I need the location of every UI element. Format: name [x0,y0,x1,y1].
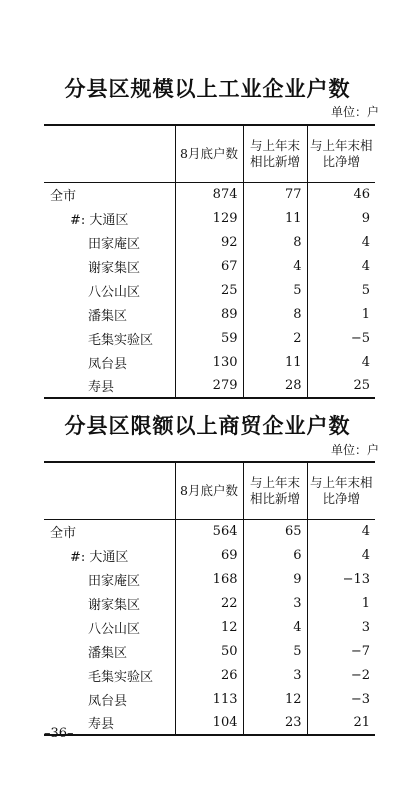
aug-count-cell: 89 [175,302,243,326]
net-increase-cell: 5 [307,278,375,302]
table-row [44,230,375,254]
region-name: 谢家集区 [88,260,141,276]
region-name-cell [44,278,175,302]
new-added-cell: 23 [243,711,307,735]
table-row [44,639,375,663]
new-added-cell: 3 [243,591,307,615]
table-row [44,182,375,206]
new-added-cell: 4 [243,615,307,639]
aug-count-cell: 67 [175,254,243,278]
table-row [44,326,375,350]
region-name: 潘集区 [88,308,128,324]
new-added-cell: 65 [243,519,307,543]
region-name-cell [44,615,175,639]
new-added-cell: 11 [243,206,307,230]
header-row [44,125,375,182]
new-added-cell: 5 [243,278,307,302]
net-increase-cell: 4 [307,543,375,567]
region-name: 田家庵区 [88,236,141,252]
table-1-title: 分县区规模以上工业企业户数 [64,77,351,101]
region-name: 田家庵区 [88,573,141,589]
aug-count-cell: 22 [175,591,243,615]
industrial-enterprise-table [44,124,375,399]
new-added-cell: 2 [243,326,307,350]
aug-count-cell: 104 [175,711,243,735]
region-name: #: 大通区 [70,212,129,228]
table-row [44,591,375,615]
new-added-cell: 5 [243,639,307,663]
region-name-cell [44,206,175,230]
table-row [44,711,375,735]
new-added-cell: 8 [243,302,307,326]
net-increase-cell: 1 [307,302,375,326]
table-2-title: 分县区限额以上商贸企业户数 [64,414,351,438]
table-row [44,278,375,302]
region-name-cell [44,350,175,374]
header-new-added: 与上年末相比新增 [243,125,307,182]
region-name: 凤台县 [88,356,128,372]
net-increase-cell: −3 [307,687,375,711]
region-name: 谢家集区 [88,597,141,613]
region-name: 全市 [50,525,77,541]
aug-count-cell: 50 [175,639,243,663]
table-row [44,663,375,687]
region-name-cell [44,543,175,567]
net-increase-cell: 1 [307,591,375,615]
table-1-unit: 单位：户 [330,105,379,119]
header-region [44,125,175,182]
table-body [44,182,375,398]
aug-count-cell: 92 [175,230,243,254]
region-name-cell [44,254,175,278]
header-net-increase: 与上年末相比净增 [307,125,375,182]
net-increase-cell: −5 [307,326,375,350]
aug-count-cell: 279 [175,374,243,398]
net-increase-cell: 3 [307,615,375,639]
region-name-cell [44,302,175,326]
region-name-cell [44,374,175,398]
header-region [44,462,175,519]
aug-count-cell: 874 [175,182,243,206]
aug-count-cell: 59 [175,326,243,350]
region-name: #: 大通区 [70,549,129,565]
region-name: 毛集实验区 [88,332,154,348]
table-row [44,302,375,326]
net-increase-cell: 21 [307,711,375,735]
net-increase-cell: 4 [307,230,375,254]
region-name: 八公山区 [88,621,141,637]
new-added-cell: 12 [243,687,307,711]
net-increase-cell: −7 [307,639,375,663]
header-aug-count: 8月底户数 [175,125,243,182]
region-name-cell [44,519,175,543]
region-name: 寿县 [88,717,115,732]
aug-count-cell: 69 [175,543,243,567]
table-row [44,519,375,543]
table-row [44,615,375,639]
net-increase-cell: 4 [307,254,375,278]
region-name-cell [44,687,175,711]
net-increase-cell: −13 [307,567,375,591]
region-name: 八公山区 [88,284,141,300]
aug-count-cell: 564 [175,519,243,543]
table-row [44,687,375,711]
new-added-cell: 11 [243,350,307,374]
net-increase-cell: 9 [307,206,375,230]
aug-count-cell: 129 [175,206,243,230]
net-increase-cell: 4 [307,350,375,374]
table-row [44,543,375,567]
aug-count-cell: 113 [175,687,243,711]
region-name-cell [44,567,175,591]
region-name-cell [44,639,175,663]
net-increase-cell: 4 [307,519,375,543]
region-name: 毛集实验区 [88,669,154,685]
table-row [44,567,375,591]
commerce-enterprise-table [44,461,375,736]
region-name: 凤台县 [88,693,128,709]
net-increase-cell: 46 [307,182,375,206]
region-name-cell [44,230,175,254]
region-name-cell [44,326,175,350]
header-aug-count: 8月底户数 [175,462,243,519]
header-row [44,462,375,519]
aug-count-cell: 12 [175,615,243,639]
table-row [44,350,375,374]
aug-count-cell: 168 [175,567,243,591]
net-increase-cell: 25 [307,374,375,398]
aug-count-cell: 26 [175,663,243,687]
region-name-cell [44,591,175,615]
table-row [44,254,375,278]
new-added-cell: 9 [243,567,307,591]
new-added-cell: 77 [243,182,307,206]
region-name: 寿县 [88,380,115,395]
new-added-cell: 4 [243,254,307,278]
region-name-cell [44,663,175,687]
aug-count-cell: 130 [175,350,243,374]
new-added-cell: 6 [243,543,307,567]
table-row [44,206,375,230]
table-2-unit: 单位：户 [330,443,379,457]
net-increase-cell: −2 [307,663,375,687]
region-name-cell [44,182,175,206]
new-added-cell: 8 [243,230,307,254]
region-name: 潘集区 [88,645,128,661]
region-name: 全市 [50,188,77,204]
new-added-cell: 3 [243,663,307,687]
aug-count-cell: 25 [175,278,243,302]
table-body [44,519,375,735]
table-row [44,374,375,398]
page-number: –36– [44,726,74,741]
header-new-added: 与上年末相比新增 [243,462,307,519]
new-added-cell: 28 [243,374,307,398]
header-net-increase: 与上年末相比净增 [307,462,375,519]
